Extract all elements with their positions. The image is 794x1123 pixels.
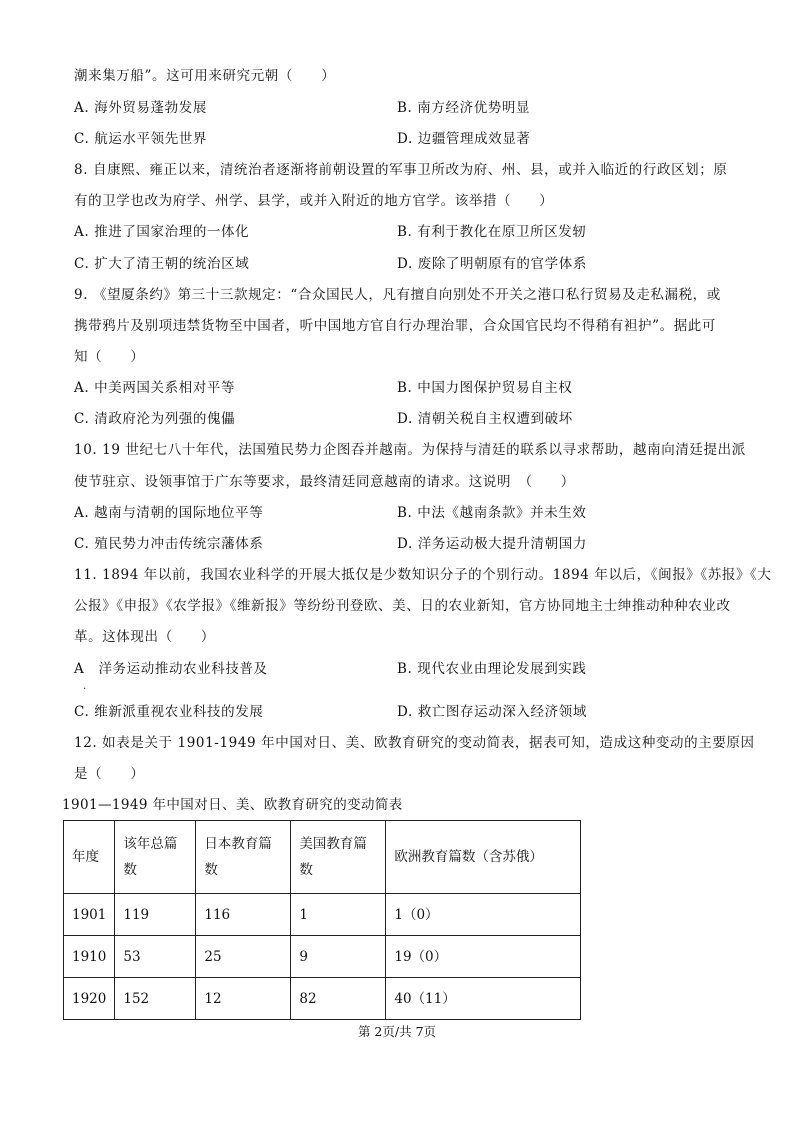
q7-option-d: D. 边疆管理成效显著 bbox=[397, 131, 531, 147]
q8-stem-line-1: 8. 自康熙、雍正以来，清统治者逐渐将前朝设置的军事卫所改为府、州、县，或并入临近的行政区划；原 bbox=[74, 162, 728, 178]
q10-stem-line-2: 使节驻京、设领事馆于广东等要求，最终清廷同意越南的请求。这说明 （ ） bbox=[74, 474, 575, 490]
table-cell: 1（0） bbox=[386, 894, 581, 936]
table-cell: 116 bbox=[196, 894, 291, 936]
q7-stem-tail: 潮来集万船”。这可用来研究元朝（ ） bbox=[74, 68, 336, 84]
header-total: 该年总篇 数 bbox=[115, 821, 196, 894]
q11-stem-line-3: 革。这体现出（ ） bbox=[74, 629, 215, 645]
q11-option-b: B. 现代农业由理论发展到实践 bbox=[397, 661, 587, 677]
q11-option-a-dot: . bbox=[83, 681, 87, 692]
table-caption: 1901—1949 年中国对日、美、欧教育研究的变动简表 bbox=[62, 797, 403, 813]
q12-stem-line-1: 12. 如表是关于 1901-1949 年中国对日、美、欧教育研究的变动简表，据表可知，造成这种变动的主要原因 bbox=[74, 735, 755, 751]
page-footer: 第 2页/共 7页 bbox=[357, 1024, 437, 1039]
table-cell: 1910 bbox=[64, 936, 115, 978]
q11-option-c: C. 维新派重视农业科技的发展 bbox=[74, 704, 264, 720]
q7-option-c: C. 航运水平领先世界 bbox=[74, 131, 208, 147]
q9-option-c: C. 清政府沦为列强的傀儡 bbox=[74, 411, 236, 427]
q9-stem-line-3: 知（ ） bbox=[74, 349, 145, 365]
q11-stem-line-2: 公报》《申报》《农学报》《维新报》等纷纷刊登欧、美、日的农业新知，官方协同地主士绅推动种种农业改 bbox=[74, 598, 731, 614]
table-cell: 19（0） bbox=[386, 936, 581, 978]
q7-option-a: A. 海外贸易蓬勃发展 bbox=[74, 100, 207, 116]
q8-option-d: D. 废除了明朝原有的官学体系 bbox=[397, 256, 587, 272]
table-row bbox=[64, 936, 581, 978]
q10-option-c: C. 殖民势力冲击传统宗藩体系 bbox=[74, 536, 264, 552]
table-cell: 119 bbox=[115, 894, 196, 936]
table-cell: 9 bbox=[291, 936, 386, 978]
q9-option-a: A. 中美两国关系相对平等 bbox=[74, 380, 236, 396]
table-cell: 40（11） bbox=[386, 978, 581, 1020]
table-cell: 1920 bbox=[64, 978, 115, 1020]
table-cell: 82 bbox=[291, 978, 386, 1020]
q9-option-d: D. 清朝关税自主权遭到破坏 bbox=[397, 411, 573, 427]
header-usa: 美国教育篇 数 bbox=[291, 821, 386, 894]
table-cell: 12 bbox=[196, 978, 291, 1020]
q11-stem-line-1: 11. 1894 年以前，我国农业科学的开展大抵仅是少数知识分子的个别行动。1894 年以后，《闽报》《苏报》《大 bbox=[74, 567, 772, 583]
header-japan: 日本教育篇 数 bbox=[196, 821, 291, 894]
q8-option-a: A. 推进了国家治理的一体化 bbox=[74, 224, 250, 240]
q8-option-c: C. 扩大了清王朝的统治区域 bbox=[74, 256, 250, 272]
table-cell: 152 bbox=[115, 978, 196, 1020]
q7-option-b: B. 南方经济优势明显 bbox=[397, 100, 531, 116]
table-cell: 1901 bbox=[64, 894, 115, 936]
table-header-row bbox=[64, 821, 581, 894]
table-row bbox=[64, 978, 581, 1020]
table-cell: 53 bbox=[115, 936, 196, 978]
q8-option-b: B. 有利于教化在原卫所区发轫 bbox=[397, 224, 587, 240]
table-row bbox=[64, 894, 581, 936]
q10-option-a: A. 越南与清朝的国际地位平等 bbox=[74, 505, 264, 521]
q9-option-b: B. 中国力图保护贸易自主权 bbox=[397, 380, 573, 396]
q8-stem-line-2: 有的卫学也改为府学、州学、县学，或并入附近的地方官学。该举措（ ） bbox=[74, 193, 554, 209]
table-cell: 25 bbox=[196, 936, 291, 978]
education-research-table bbox=[63, 820, 581, 1020]
q10-stem-line-1: 10. 19 世纪七八十年代，法国殖民势力企图吞并越南。为保持与清廷的联系以寻求帮助，越南向清廷提出派 bbox=[74, 442, 746, 458]
header-year: 年度 bbox=[64, 821, 115, 894]
q9-stem-line-2: 携带鸦片及别项违禁货物至中国者，听中国地方官自行办理治罪，合众国官民均不得稍有袒护”。据此可 bbox=[74, 318, 716, 334]
header-europe: 欧洲教育篇数（含苏俄） bbox=[386, 821, 581, 894]
q11-option-d: D. 救亡图存运动深入经济领域 bbox=[397, 704, 587, 720]
table-cell: 1 bbox=[291, 894, 386, 936]
q11-option-a: A 洋务运动推动农业科技普及 bbox=[74, 661, 268, 677]
q12-stem-line-2: 是（ ） bbox=[74, 766, 145, 782]
q10-option-b: B. 中法《越南条款》并未生效 bbox=[397, 505, 587, 521]
q9-stem-line-1: 9. 《望厦条约》第三十三款规定：“合众国民人，凡有擅自向别处不开关之港口私行贸易及走私漏税，或 bbox=[74, 287, 721, 303]
q10-option-d: D. 洋务运动极大提升清朝国力 bbox=[397, 536, 587, 552]
